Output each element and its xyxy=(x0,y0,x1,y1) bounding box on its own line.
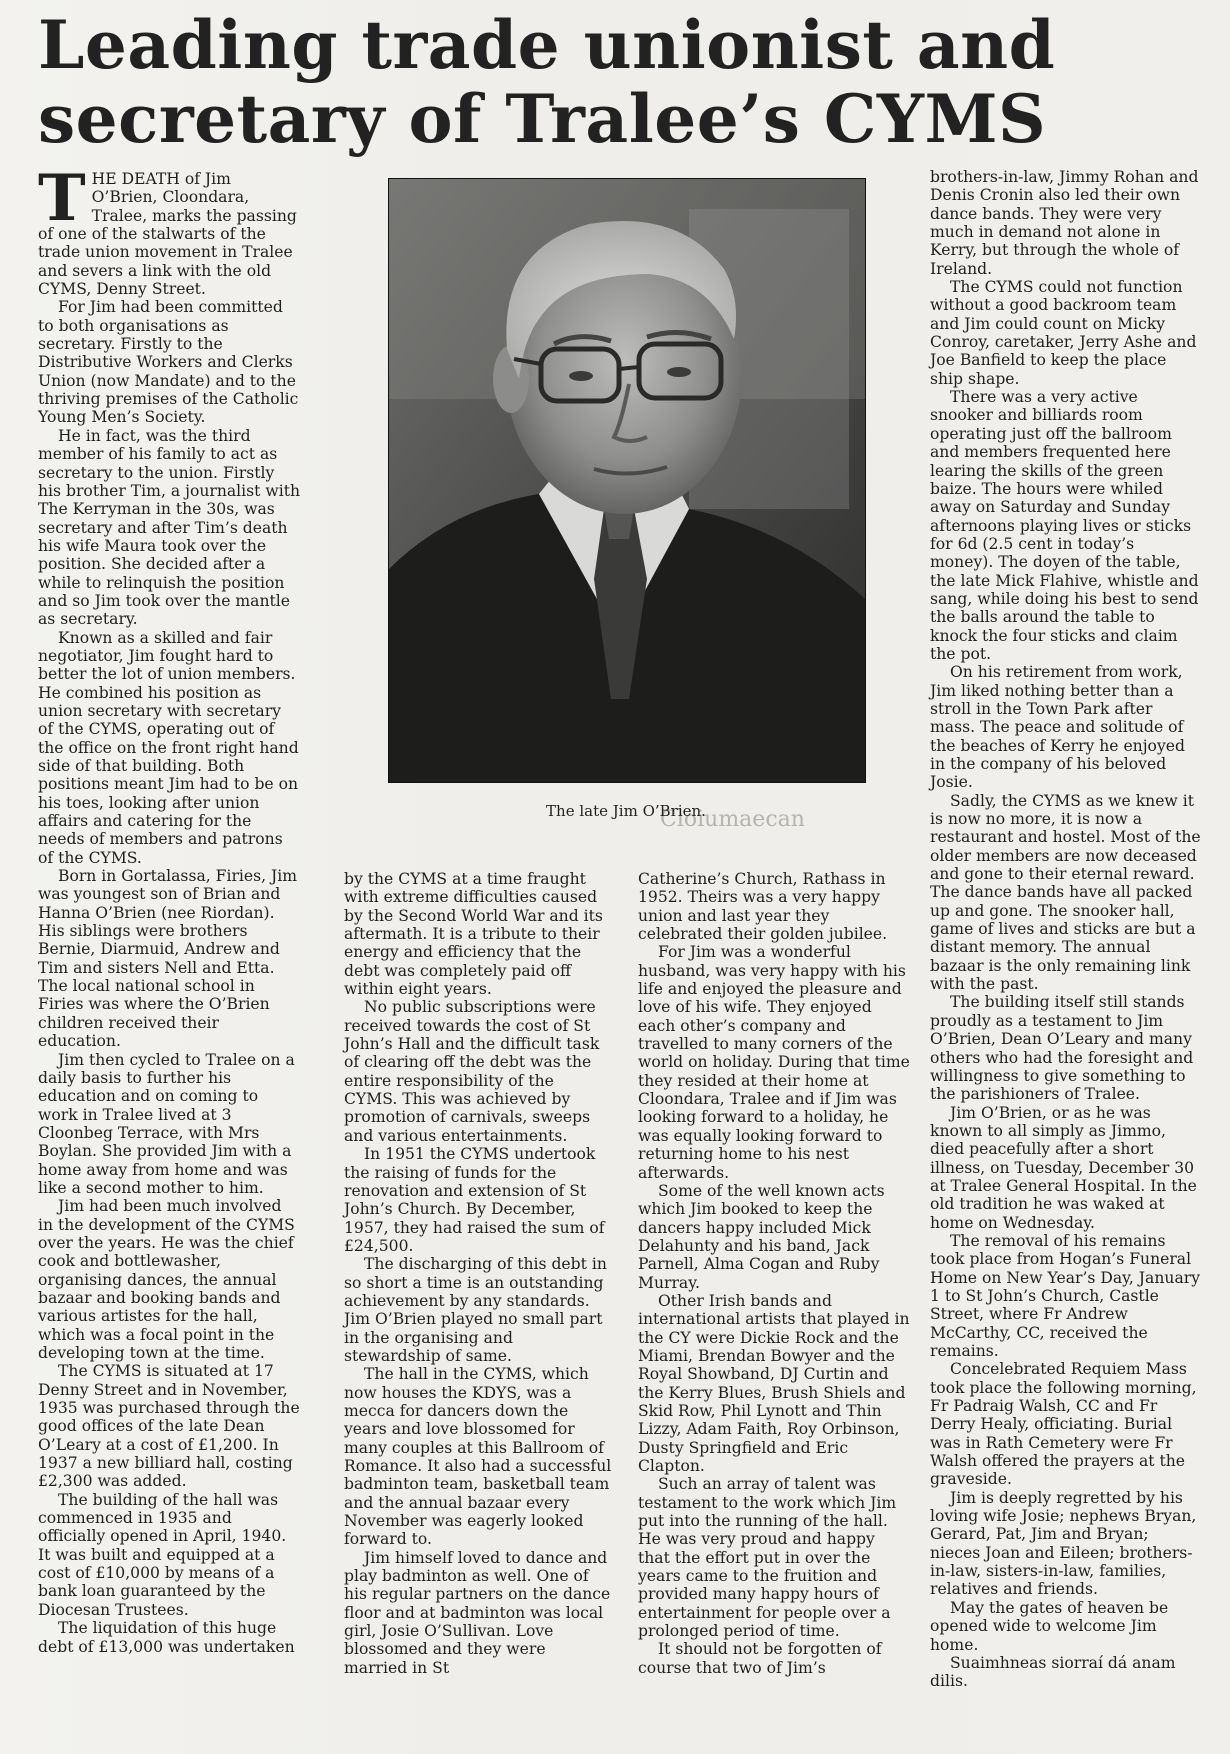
paragraph xyxy=(38,298,300,426)
paragraph xyxy=(930,663,1202,791)
paragraph-text: Known as a skilled and fair negotiator, Jim fought hard to better the lot of union members. He combined his position as union secretary with secretary of the CYMS, operating out of the office on the front right hand side of that building. Both positions meant Jim had to be on his toes, looking after union affairs and catering for the needs of members and patrons of the CYMS. xyxy=(38,628,299,867)
paragraph-text: The removal of his remains took place from Hogan’s Funeral Home on New Year’s Day, January 1 to St John’s Church, Castle Street, where Fr Andrew McCarthy, CC, received the remains. xyxy=(930,1231,1201,1360)
paragraph xyxy=(930,388,1202,663)
paragraph-text: Concelebrated Requiem Mass took place the following morning, Fr Padraig Walsh, CC and Fr Derry Healy, officiating. Burial was in Rath Cemetery were Fr Walsh offered the prayers at the graveside. xyxy=(930,1360,1197,1489)
paragraph xyxy=(38,867,300,1050)
paragraph xyxy=(638,1475,910,1640)
paragraph-text: Born in Gortalassa, Firies, Jim was youngest son of Brian and Hanna O’Brien (nee Riordan). His siblings were brothers Bernie, Diarmuid, Andrew and Tim and sisters Nell and Etta. The local national school in Firies was where the O’Brien children received their education. xyxy=(38,867,298,1051)
paragraph xyxy=(38,1051,300,1198)
paragraph-text: The CYMS could not function without a good backroom team and Jim could count on Micky Conroy, caretaker, Jerry Ashe and Joe Banfield to keep the place ship shape. xyxy=(930,278,1197,388)
paragraph-text: May the gates of heaven be opened wide to welcome Jim home. xyxy=(930,1598,1169,1654)
paragraph xyxy=(344,1255,612,1365)
paragraph-text: For Jim had been committed to both organisations as secretary. Firstly to the Distributive Workers and Clerks Union (now Mandate) and to the thriving premises of the Catholic Young Men’s Society. xyxy=(38,298,299,427)
paragraph xyxy=(930,1360,1202,1488)
article-column-2 xyxy=(344,870,612,1677)
paragraph-text: Jim himself loved to dance and play badminton as well. One of his regular partners on the dance floor and at badminton was local girl, Josie O’Sullivan. Love blossomed and they were married in St xyxy=(344,1548,611,1677)
paragraph-text: by the CYMS at a time fraught with extreme difficulties caused by the Second World War and its aftermath. It is a tribute to their energy and efficiency that the debt was completely paid off within eight years. xyxy=(344,870,603,999)
paragraph xyxy=(638,1182,910,1292)
bleed-through-heading: Cloiumaecan xyxy=(660,807,805,832)
paragraph-text: It should not be forgotten of course that two of Jim’s xyxy=(638,1640,882,1677)
paragraph-text: No public subscriptions were received towards the cost of St John’s Hall and the difficult task of clearing off the debt was the entire responsibility of the CYMS. This was achieved by promotion of carnivals, sweeps and various entertainments. xyxy=(344,998,600,1145)
paragraph-text: The hall in the CYMS, which now houses the KDYS, was a mecca for dancers down the years and love blossomed for many couples at this Ballroom of Romance. It also had a successful badminton team, basketball team and the annual bazaar every November was eagerly looked forward to. xyxy=(344,1365,612,1549)
paragraph-text: He in fact, was the third member of his family to act as secretary to the union. Firstly his brother Tim, a journalist with The Kerryman in the 30s, was secretary and after Tim’s death his wife Maura took over the position. She decided after a while to relinquish the position and so Jim took over the mantle as secretary. xyxy=(38,426,301,629)
paragraph xyxy=(638,870,910,943)
portrait-photo xyxy=(388,178,866,783)
paragraph xyxy=(38,1491,300,1619)
paragraph xyxy=(930,168,1202,278)
paragraph-text: The discharging of this debt in so short a time is an outstanding achievement by any standards. Jim O’Brien played no small part in the organising and stewardship of same. xyxy=(344,1255,607,1365)
paragraph xyxy=(38,1619,300,1656)
paragraph xyxy=(930,792,1202,994)
photo-caption: The late Jim O’Brien. xyxy=(546,802,706,820)
paragraph xyxy=(930,278,1202,388)
paragraph xyxy=(38,1362,300,1490)
paragraph xyxy=(344,1145,612,1255)
paragraph xyxy=(930,1104,1202,1232)
paragraph-text: Other Irish bands and international artists that played in the CY were Dickie Rock and the Miami, Brendan Bowyer and the Royal Showband, DJ Curtin and the Kerry Blues, Brush Shiels and Skid Row, Phil Lynott and Thin Lizzy, Adam Faith, Roy Orbinson, Dusty Springfield and Eric Clapton. xyxy=(638,1291,910,1475)
paragraph-text: There was a very active snooker and billiards room operating just off the ballroom and members frequented here learing the skills of the green baize. The hours were whiled away on Saturday and Sunday afternoons playing lives or sticks for 6d (2.5 cent in today’s money). The doyen of the table, the late Mick Flahive, whistle and sang, while doing his best to send the balls around the table to knock the four sticks and claim the pot. xyxy=(930,388,1199,663)
paragraph xyxy=(344,1549,612,1677)
article-column-4 xyxy=(930,168,1202,1691)
paragraph xyxy=(638,1292,910,1475)
paragraph-text: In 1951 the CYMS undertook the raising of funds for the renovation and extension of St John’s Church. By December, 1957, they had raised the sum of £24,500. xyxy=(344,1145,605,1255)
paragraph xyxy=(930,1232,1202,1360)
headline: Leading trade unionist and secretary of Tralee’s CYMS xyxy=(38,6,1056,158)
paragraph-text: The liquidation of this huge debt of £13,000 was undertaken xyxy=(38,1619,295,1656)
paragraph xyxy=(930,993,1202,1103)
paragraph-text: On his retirement from work, Jim liked nothing better than a stroll in the Town Park after mass. The peace and solitude of the beaches of Kerry he enjoyed in the company of his beloved Josie. xyxy=(930,663,1185,792)
drop-cap: T xyxy=(38,161,86,236)
paragraph-text: The CYMS is situated at 17 Denny Street and in November, 1935 was purchased through the good offices of the late Dean O’Leary at a cost of £1,200. In 1937 a new billiard hall, costing £2,300 was added. xyxy=(38,1362,300,1491)
paragraph-text: Some of the well known acts which Jim booked to keep the dancers happy included Mick Delahunty and his band, Jack Parnell, Alma Cogan and Ruby Murray. xyxy=(638,1181,885,1292)
paragraph xyxy=(638,943,910,1181)
paragraph-text: Jim had been much involved in the development of the CYMS over the years. He was the chief cook and bottlewasher, organising dances, the annual bazaar and booking bands and various artistes for the hall, which was a focal point in the developing town at the time. xyxy=(38,1197,295,1362)
paragraph xyxy=(38,629,300,867)
paragraph-text: Sadly, the CYMS as we knew it is now no more, it is now a restaurant and hostel. Most of the older members are now deceased and gone to their eternal reward. The dance bands have all packed up and gone. The snooker hall, game of lives and sticks are but a distant memory. The annual bazaar is the only remaining link with the past. xyxy=(930,791,1201,994)
paragraph xyxy=(930,1489,1202,1599)
paragraph-text: Jim then cycled to Tralee on a daily basis to further his education and on coming to work in Tralee lived at 3 Cloonbeg Terrace, with Mrs Boylan. She provided Jim with a home away from home and was like a second mother to him. xyxy=(38,1050,295,1197)
article-column-1 xyxy=(38,161,301,1656)
paragraph xyxy=(38,427,300,629)
paragraph xyxy=(930,1654,1202,1691)
paragraph xyxy=(344,870,612,998)
paragraph xyxy=(930,1599,1202,1654)
paragraph-text: Catherine’s Church, Rathass in 1952. Theirs was a very happy union and last year they celebrated their golden jubilee. xyxy=(638,870,888,944)
article-column-3 xyxy=(638,870,910,1677)
paragraph-text: Jim is deeply regretted by his loving wife Josie; nephews Bryan, Gerard, Pat, Jim and Bryan; nieces Joan and Eileen; brothers-in-law, sisters-in-law, families, relatives and friends. xyxy=(930,1488,1197,1599)
paragraph xyxy=(38,1197,300,1362)
paragraph xyxy=(344,998,612,1145)
paragraph xyxy=(38,161,300,299)
paragraph-text: Suaimhneas siorraí dá anam dilis. xyxy=(930,1653,1176,1691)
paragraph-text: The building itself still stands proudly as a testament to Jim O’Brien, Dean O’Leary and many others who had the foresight and willingness to give something to the parishioners of Tralee. xyxy=(930,993,1194,1104)
paragraph-text: Such an array of talent was testament to the work which Jim put into the running of the hall. He was very proud and happy that the effort put in over the years came to the fruition and provided many happy hours of entertainment for people over a prolonged period of time. xyxy=(638,1475,897,1641)
paragraph xyxy=(638,1640,910,1677)
paragraph-text: Jim O’Brien, or as he was known to all simply as Jimmo, died peacefully after a short illness, on Tuesday, December 30 at Tralee General Hospital. In the old tradition he was waked at home on Wednesday. xyxy=(930,1103,1197,1232)
paragraph-text: The building of the hall was commenced in 1935 and officially opened in April, 1940. It was built and equipped at a cost of £10,000 by means of a bank loan guaranteed by the Diocesan Trustees. xyxy=(38,1490,287,1619)
paragraph xyxy=(344,1365,612,1548)
paragraph-text: For Jim was a wonderful husband, was very happy with his life and enjoyed the pleasure and love of his wife. They enjoyed each other’s company and travelled to many corners of the world on holiday. During that time they resided at their home at Cloondara, Tralee and if Jim was looking forward to a holiday, he was equally looking forward to returning home to his nest afterwards. xyxy=(638,943,910,1182)
paragraph-text: brothers-in-law, Jimmy Rohan and Denis Cronin also led their own dance bands. They were very much in demand not alone in Kerry, but through the whole of Ireland. xyxy=(930,168,1199,278)
paragraph-text: HE DEATH of Jim O’Brien, Cloondara, Tralee, marks the passing of one of the stalwarts of the trade union movement in Tralee and severs a link with the old CYMS, Denny Street. xyxy=(38,170,297,299)
